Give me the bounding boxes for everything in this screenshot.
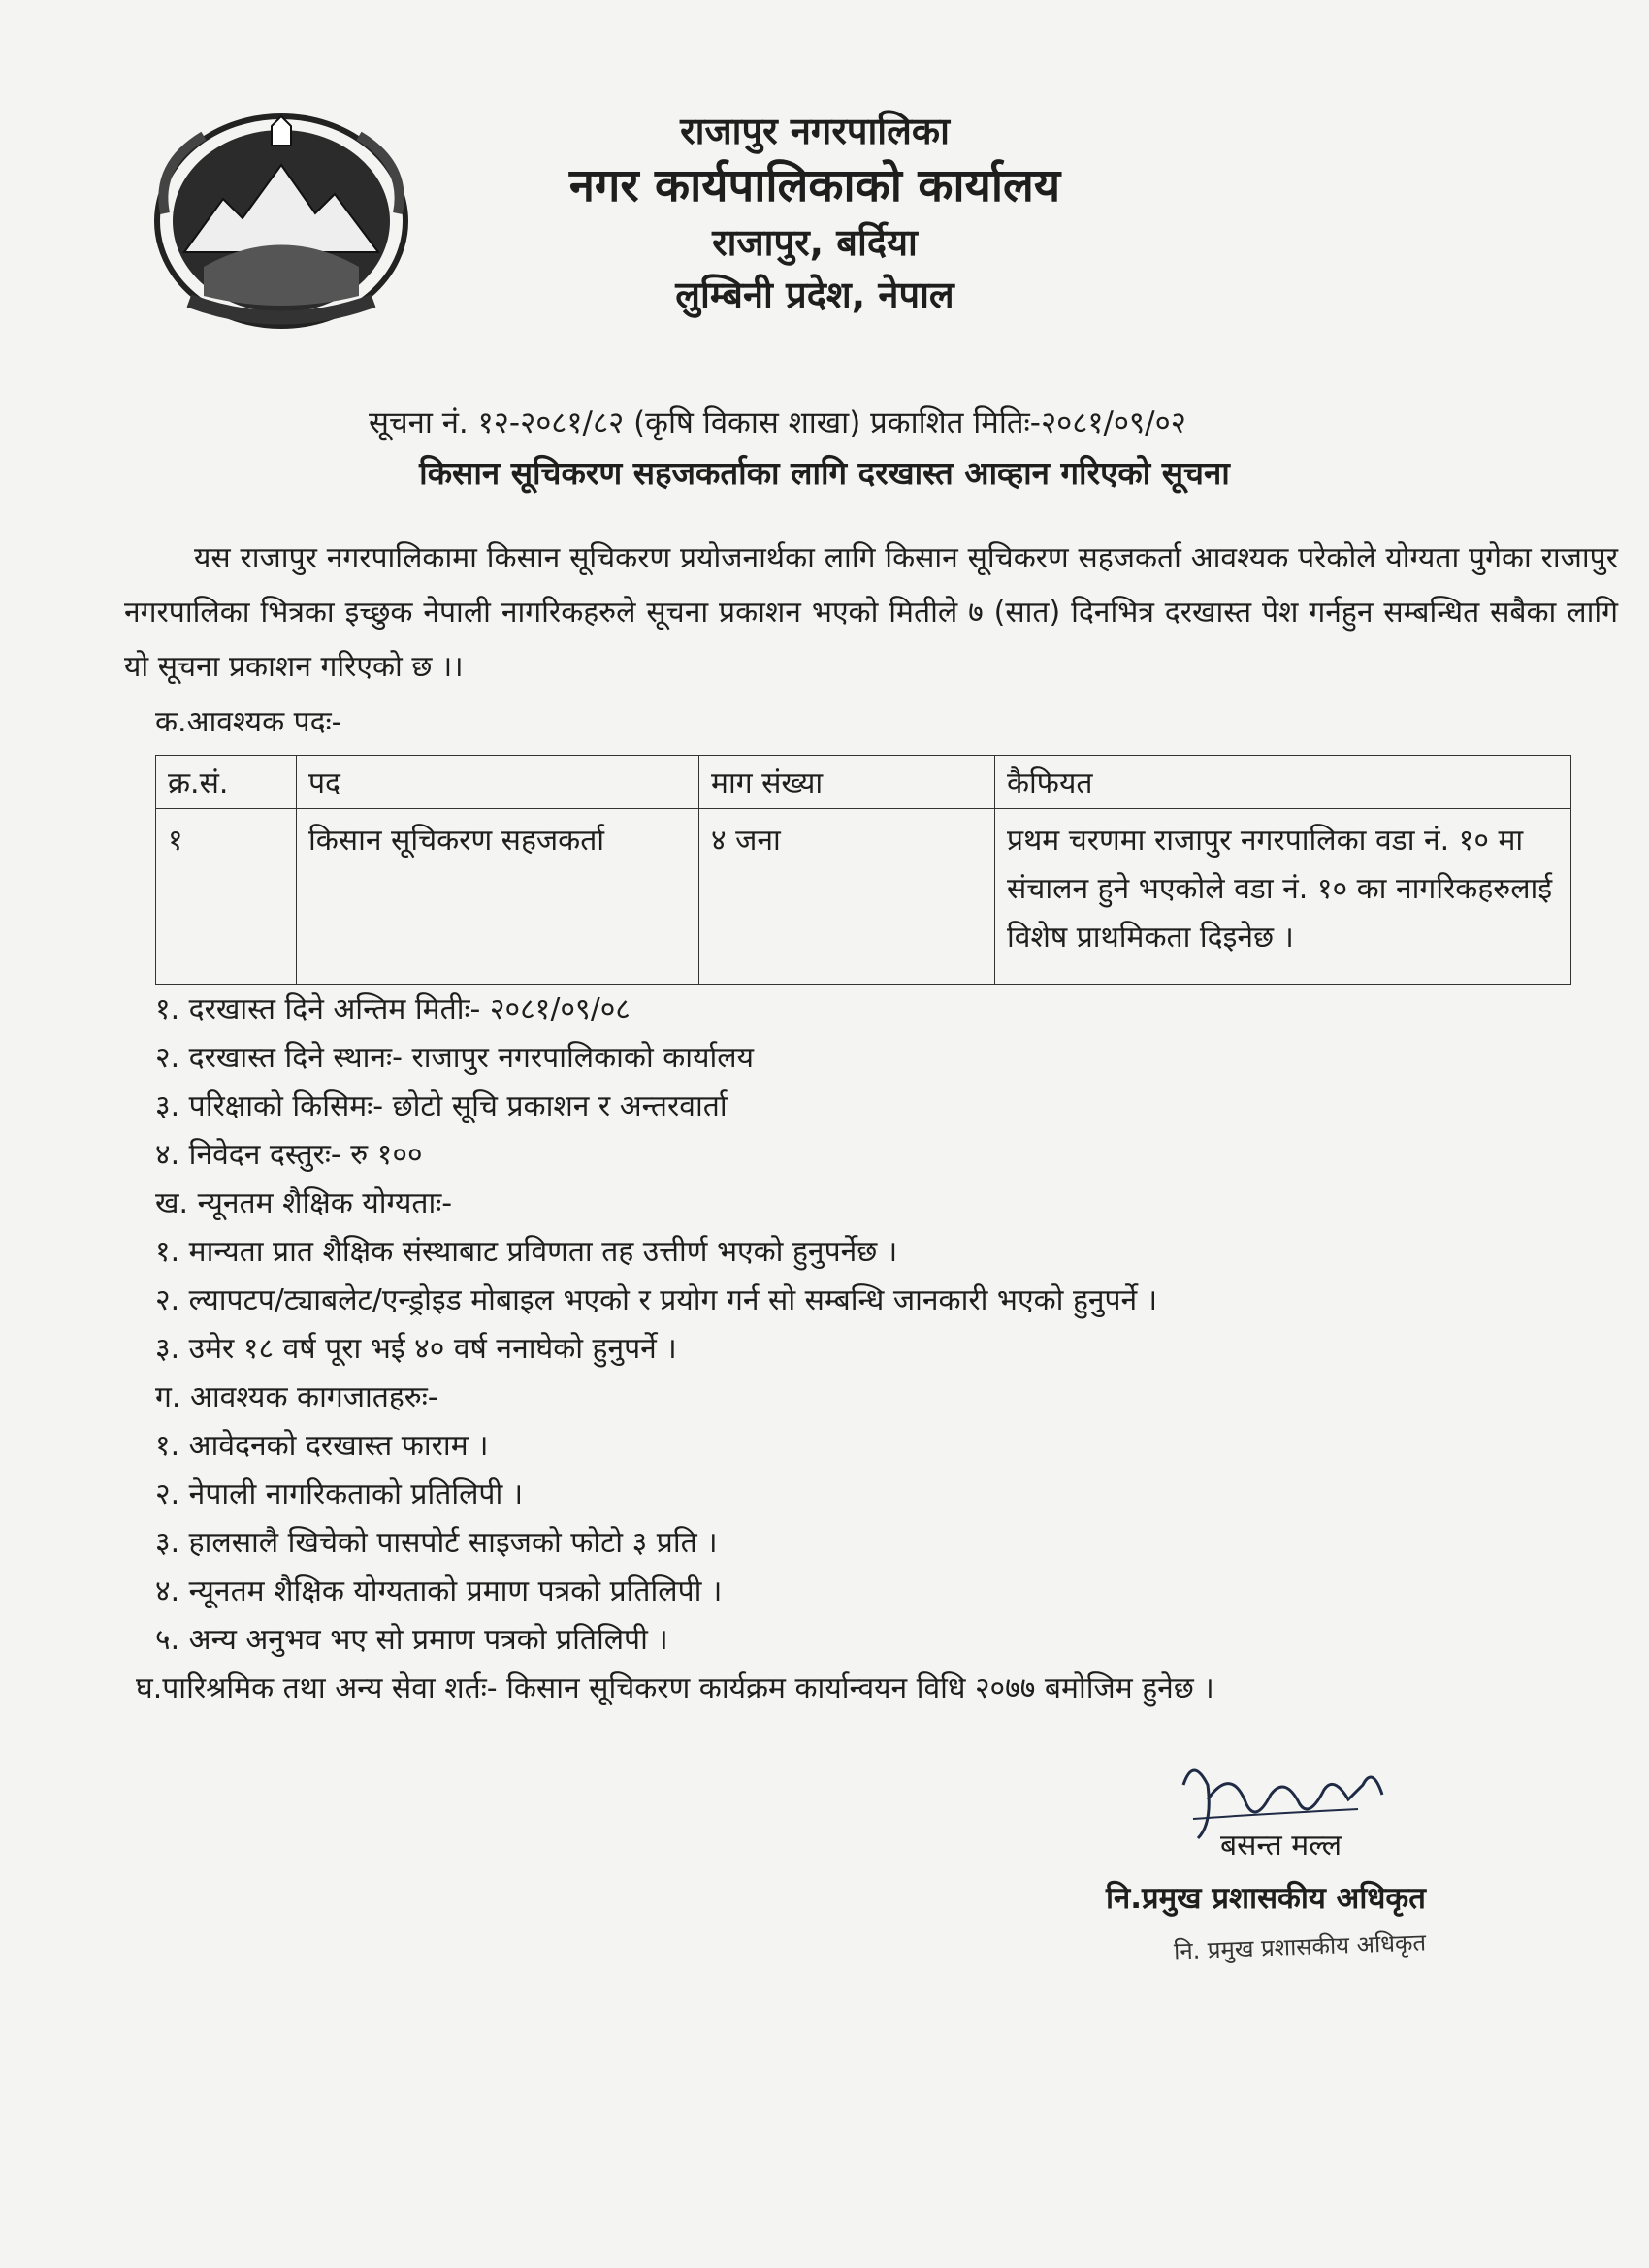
section-ga-heading: ग. आवश्यक कागजातहरुः- bbox=[155, 1380, 438, 1414]
col-post: पद bbox=[297, 756, 699, 809]
list-item: ४. निवेदन दस्तुरः- रु १०० bbox=[155, 1138, 423, 1172]
list-item: ३. उमेर १८ वर्ष पूरा भई ४० वर्ष ननाघेको हुनुपर्ने । bbox=[155, 1332, 677, 1366]
office-name: नगर कार्यपालिकाको कार्यालय bbox=[568, 159, 1061, 212]
col-serial: क्र.सं. bbox=[156, 756, 297, 809]
posts-table bbox=[155, 755, 1571, 985]
office-address: राजापुर, बर्दिया bbox=[712, 221, 918, 264]
cell-demand: ४ जना bbox=[699, 809, 995, 985]
list-item: ५. अन्य अनुभव भए सो प्रमाण पत्रको प्रतिलिपी । bbox=[155, 1623, 668, 1657]
list-item: २. ल्यापटप/ट्याबलेट/एन्ड्रोइड मोबाइल भएको र प्रयोग गर्न सो सम्बन्धि जानकारी भएको हुनुपर्ने । bbox=[155, 1283, 1158, 1317]
cell-remarks: प्रथम चरणमा राजापुर नगरपालिका वडा नं. १० मा संचालन हुने भएकोले वडा नं. १० का नागरिकहरुलाई विशेष प्राथमिकता दिइनेछ । bbox=[995, 809, 1571, 985]
nepal-emblem-icon bbox=[146, 107, 417, 335]
notice-title: किसान सूचिकरण सहजकर्ताका लागि दरखास्त आव्हान गरिएको सूचना bbox=[419, 454, 1230, 492]
signer-designation: नि.प्रमुख प्रशासकीय अधिकृत bbox=[1106, 1881, 1426, 1916]
list-item: ४. न्यूनतम शैक्षिक योग्यताको प्रमाण पत्रको प्रतिलिपी । bbox=[155, 1574, 723, 1608]
list-item: ३. हालसालै खिचेको पासपोर्ट साइजको फोटो ३ प्रति । bbox=[155, 1526, 718, 1560]
list-item: १. दरखास्त दिने अन्तिम मितीः- २०८१/०९/०८ bbox=[155, 992, 630, 1026]
section-kha-heading: ख. न्यूनतम शैक्षिक योग्यताः- bbox=[155, 1186, 453, 1220]
col-remarks: कैफियत bbox=[995, 756, 1571, 809]
list-item: १. मान्यता प्रात शैक्षिक संस्थाबाट प्रविणता तह उत्तीर्ण भएको हुनुपर्नेछ । bbox=[155, 1235, 898, 1269]
office-header bbox=[543, 107, 1086, 322]
section-gha-text: घ.पारिश्रमिक तथा अन्य सेवा शर्तः- किसान सूचिकरण कार्यक्रम कार्यान्वयन विधि २०७७ बमोजिम हुनेछ । bbox=[136, 1671, 1214, 1705]
list-item: २. दरखास्त दिने स्थानः- राजापुर नगरपालिकाको कार्यालय bbox=[155, 1041, 754, 1075]
list-item: १. आवेदनको दरखास्त फाराम । bbox=[155, 1429, 489, 1463]
col-demand: माग संख्या bbox=[699, 756, 995, 809]
table-row bbox=[156, 809, 1571, 985]
official-stamp: नि. प्रमुख प्रशासकीय अधिकृत bbox=[1173, 1928, 1427, 1965]
section-ka-heading: क.आवश्यक पदः- bbox=[155, 705, 342, 739]
table-header-row bbox=[156, 756, 1571, 809]
list-item: २. नेपाली नागरिकताको प्रतिलिपी । bbox=[155, 1477, 524, 1511]
cell-serial: १ bbox=[156, 809, 297, 985]
notice-reference: सूचना नं. १२-२०८१/८२ (कृषि विकास शाखा) प्रकाशित मितिः-२०८१/०९/०२ bbox=[369, 405, 1186, 440]
intro-paragraph: यस राजापुर नगरपालिकामा किसान सूचिकरण प्रयोजनार्थका लागि किसान सूचिकरण सहजकर्ता आवश्यक परेकोले योग्यता पुगेका राजापुर नगरपालिका भित्रका इच्छुक नेपाली नागरिकहरुले सूचना प्रकाशन भएको मितीले ७ (सात) दिनभित्र दरखास्त पेश गर्नहुन सम्बन्धित सबैका लागि यो सूचना प्रकाशन गरिएको छ ।। bbox=[124, 541, 1618, 684]
province-country: लुम्बिनी प्रदेश, नेपाल bbox=[675, 274, 954, 316]
signer-name: बसन्त मल्ल bbox=[1220, 1829, 1342, 1863]
list-item: ३. परिक्षाको किसिमः- छोटो सूचि प्रकाशन र अन्तरवार्ता bbox=[155, 1089, 728, 1123]
municipality-name: राजापुर नगरपालिका bbox=[680, 110, 950, 152]
cell-post: किसान सूचिकरण सहजकर्ता bbox=[297, 809, 699, 985]
